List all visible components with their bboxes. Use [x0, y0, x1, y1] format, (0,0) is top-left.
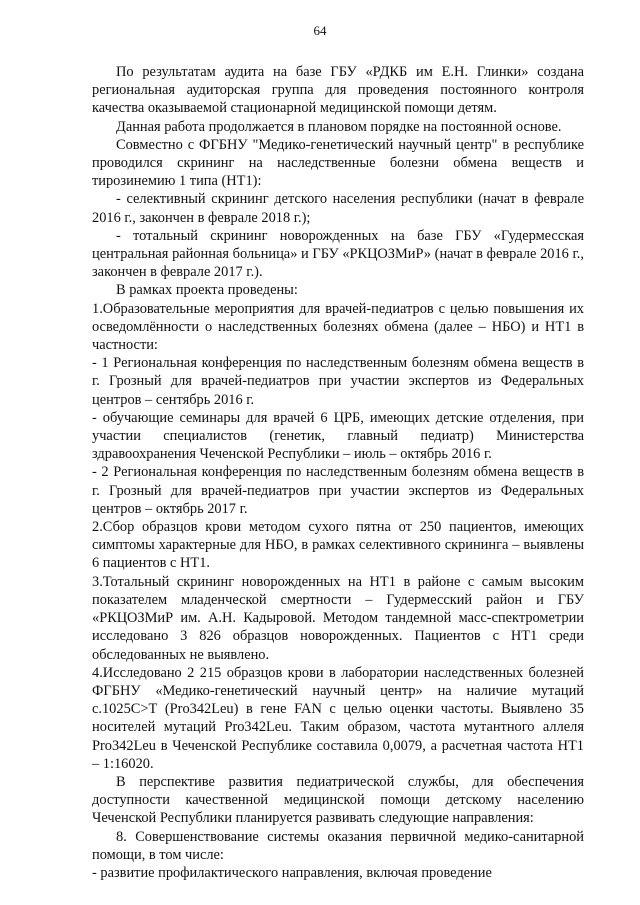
- paragraph-seminars: - обучающие семинары для врачей 6 ЦРБ, имеющих детские отделения, при участии специалистов (генетик, главный педиатр) Министерства здравоохранения Чеченской Республики – июль – октябрь 2016 г.: [92, 409, 584, 463]
- list-number: 1.: [92, 300, 103, 317]
- paragraph-conference-2: - 2 Региональная конференция по наследственным болезням обмена веществ в г. Грозный для врачей-педиатров при участии экспертов из Федеральных центров – октябрь 2017 г.: [92, 464, 584, 517]
- list-item-text: Исследовано 2 215 образцов крови в лаборатории наследственных болезней ФГБНУ «Медико-генетический научный центр» на наличие мутаций с.1025С>Т (Pro342Leu) в гене FAN с целью оценки частоты. Выявлено 35 носителей мутаций Pro342Leu. Таким образом, частота мутантного аллеля Pro342Leu в Чеченской Республике составила 0,0079, а расчетная частота НТ1 – 1:16020.: [92, 664, 584, 772]
- list-item-education: [92, 300, 584, 355]
- page-number: 64: [313, 23, 327, 38]
- paragraph-total-screening: - тотальный скрининг новорожденных на базе ГБУ «Гудермесская центральная районная больница» и ГБУ «РКЦОЗМиР» (начат в феврале 2016 г., закончен в феврале 2017 г.).: [92, 227, 584, 281]
- list-number: 3.: [92, 573, 103, 590]
- document-body: [92, 63, 584, 882]
- list-number: 4.: [92, 664, 103, 681]
- list-item-text: Тотальный скрининг новорожденных на НТ1 в районе с самым высоким показателем младенческой смертности – Гудермесский район и ГБУ «РКЦОЗМиР им. А.Н. Кадыровой. Методом тандемной масс-спектрометрии исследовано 3 826 образцов новорожденных. Пациентов с НТ1 среди обследованных не выявлено.: [92, 573, 584, 663]
- list-item-total-screening: [92, 573, 584, 664]
- paragraph-ongoing: Данная работа продолжается в плановом порядке на постоянной основе.: [116, 118, 562, 135]
- list-item-blood-samples: [92, 518, 584, 573]
- list-number: 2.: [92, 519, 103, 536]
- list-item-laboratory: [92, 664, 584, 773]
- list-item-text: Сбор образцов крови методом сухого пятна от 250 пациентов, имеющих симптомы характерные для НБО, в рамках селективного скрининга – выявлены 6 пациентов с НТ1.: [92, 519, 584, 572]
- paragraph-selective-screening: - селективный скрининг детского населения республики (начат в феврале 2016 г., закончен в феврале 2018 г.);: [92, 191, 584, 226]
- list-item-text: Образовательные мероприятия для врачей-педиатров с целью повышения их осведомлённости о наследственных болезнях обмена (далее – НБО) и НТ1 в частности:: [92, 300, 584, 354]
- paragraph-screening-intro: Совместно с ФГБНУ "Медико-генетический научный центр" в республике проводился скрининг на наследственные болезни обмена веществ и тирозинемию 1 типа (НТ1):: [92, 136, 584, 190]
- paragraph-audit: По результатам аудита на базе ГБУ «РДКБ им Е.Н. Глинки» создана региональная аудиторская группа для проведения постоянного контроля качества оказываемой стационарной медицинской помощи детям.: [92, 64, 584, 117]
- paragraph-primary-care: 8. Совершенствование системы оказания первичной медико-санитарной помощи, в том числе:: [92, 828, 584, 863]
- paragraph-perspective: В перспективе развития педиатрической службы, для обеспечения доступности качественной медицинской помощи детскому населению Чеченской Республики планируется развивать следующие направления:: [92, 773, 584, 827]
- paragraph-prevention: - развитие профилактического направления, включая проведение: [92, 864, 492, 881]
- paragraph-project-intro: В рамках проекта проведены:: [116, 282, 298, 299]
- paragraph-conference-1: - 1 Региональная конференция по наследственным болезням обмена веществ в г. Грозный для врачей-педиатров при участии экспертов из Федеральных центров – сентябрь 2016 г.: [92, 355, 584, 408]
